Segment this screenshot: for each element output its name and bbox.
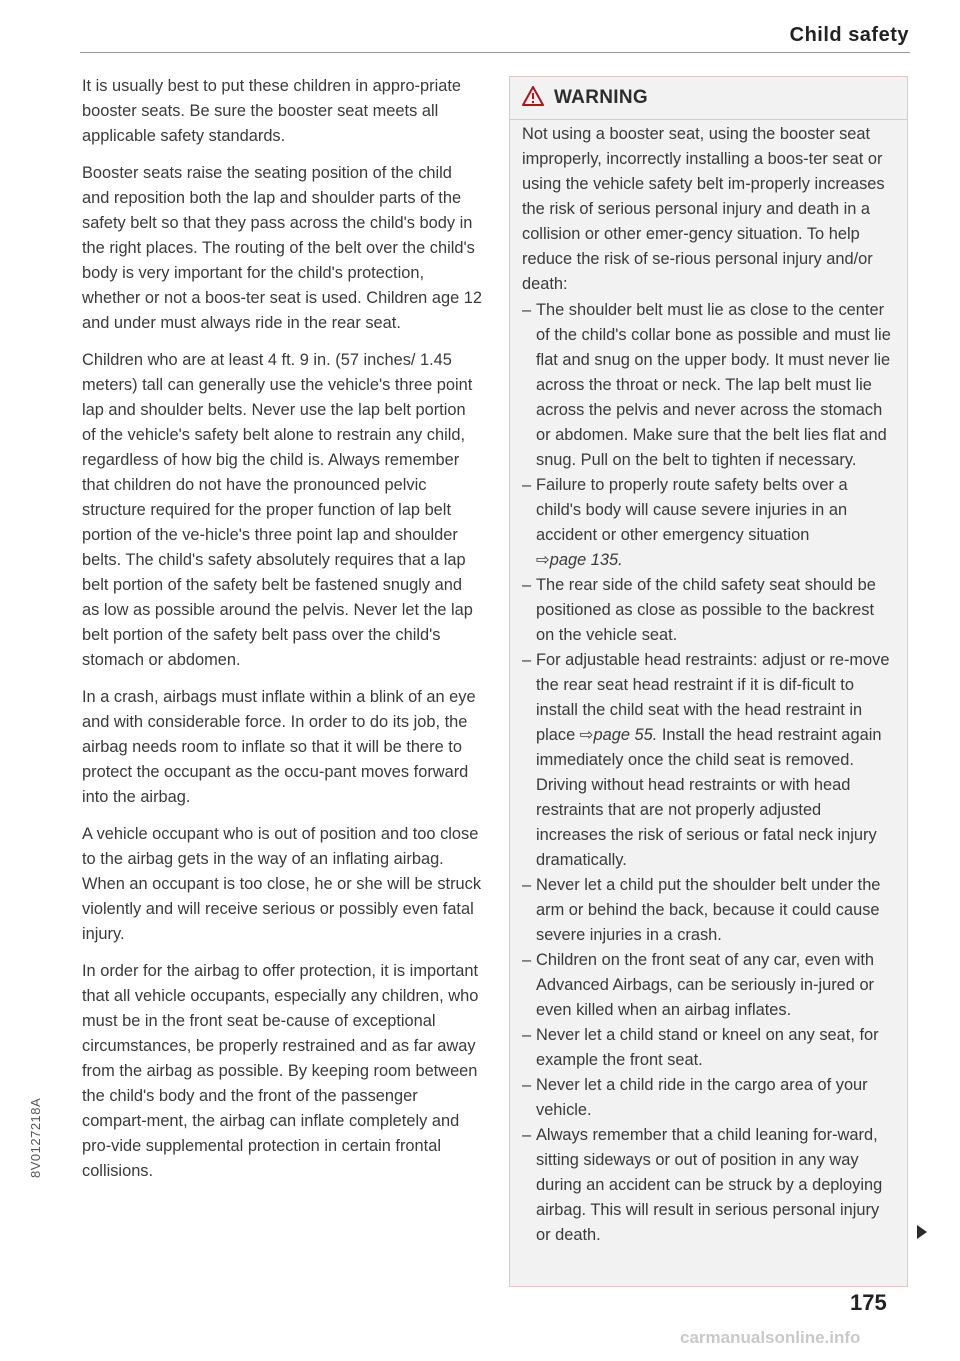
continue-arrow-icon [917, 1225, 927, 1239]
warning-item: – For adjustable head restraints: adjust or re-move the rear seat head restraint if it is dif-ficult to install the child seat with the head restraint in place ⇨page 55. Install the head restraint again immediately once the child seat is removed. Driving without head restraints or with head restraints that are not properly adjusted increases the risk of serious or fatal neck injury dramatically. [522, 648, 893, 873]
warning-item: – The shoulder belt must lie as close to the center of the child's collar bone as possible and must lie flat and snug on the upper body. It must never lie across the throat or neck. The lap belt must lie across the pelvis and never across the stomach or abdomen. Make sure that the belt lies flat and snug. Pull on the belt to tighten if necessary. [522, 298, 893, 473]
warning-item: – Never let a child ride in the cargo area of your vehicle. [522, 1073, 893, 1123]
warning-triangle-icon [522, 86, 544, 111]
page-reference-link[interactable]: ⇨page 135. [536, 551, 623, 569]
body-paragraph: A vehicle occupant who is out of position and too close to the airbag gets in the way of an inflating airbag. When an occupant is too close, he or she will be struck violently and will receive serious or possibly even fatal injury. [82, 825, 482, 943]
dash: – [522, 651, 532, 669]
section-title: Child safety [789, 24, 909, 46]
warning-item: – The rear side of the child safety seat should be positioned as close as possible to the backrest on the vehicle seat. [522, 573, 893, 648]
dash: – [522, 1126, 532, 1144]
dash: – [522, 951, 532, 969]
dash: – [522, 1026, 532, 1044]
body-paragraph: Children who are at least 4 ft. 9 in. (57 inches/ 1.45 meters) tall can generally use the vehicle's three point lap and shoulder belts. Never use the lap belt portion of the vehicle's safety belt alone to restrain any child, regardless of how big the child is. Always remember that children do not have the pronounced pelvic structure required for the proper function of lap belt portion of the ve-hicle's three point lap and shoulder belts. The child's safety absolutely requires that a lap belt portion of the safety belt be fastened snugly and as low as possible around the pelvis. Never let the lap belt portion of the safety belt pass over the child's stomach or abdomen. [82, 351, 473, 669]
page-number: 175 [850, 1290, 887, 1315]
dash: – [522, 576, 532, 594]
warning-list [522, 298, 893, 1248]
warning-box [509, 76, 908, 1287]
warning-header [510, 77, 907, 120]
dash: – [522, 876, 532, 894]
watermark: carmanualsonline.info [680, 1328, 861, 1347]
warning-intro: Not using a booster seat, using the booster seat improperly, incorrectly installing a boos-ter seat or using the vehicle safety belt im-properly increases the risk of serious personal injury and death in a collision or other emer-gency situation. To help reduce the risk of se-rious personal injury and/or death: [522, 125, 885, 293]
warning-title: WARNING [554, 87, 648, 108]
warning-item: – Children on the front seat of any car, even with Advanced Airbags, can be seriously in-jured or even killed when an airbag inflates. [522, 948, 893, 1023]
body-paragraph: In a crash, airbags must inflate within a blink of an eye and with considerable force. In order to do its job, the airbag needs room to inflate so that it will be there to protect the occupant as the occu-pant moves forward into the airbag. [82, 688, 476, 806]
body-paragraph: It is usually best to put these children in appro-priate booster seats. Be sure the booster seat meets all applicable safety standards. [82, 77, 462, 145]
body-paragraph: In order for the airbag to offer protection, it is important that all vehicle occupants, especially any children, who must be in the front seat be-cause of exceptional circumstances, be properly restrained and as far away from the airbag as possible. By keeping room between the child's body and the front of the passenger compart-ment, the airbag can inflate completely and pro-vide supplemental protection in certain frontal collisions. [82, 962, 479, 1180]
warning-item: – Never let a child stand or kneel on any seat, for example the front seat. [522, 1023, 893, 1073]
body-paragraph: Booster seats raise the seating position of the child and reposition both the lap and shoulder parts of the safety belt so that they pass across the child's body in the right places. The routing of the belt over the child's body is very important for the child's protection, whether or not a boos-ter seat is used. Children age 12 and under must always ride in the rear seat. [82, 164, 482, 332]
warning-item: – Failure to properly route safety belts over a child's body will cause severe injuries in an accident or other emergency situation ⇨page 135. [522, 473, 893, 573]
warning-item: – Always remember that a child leaning for-ward, sitting sideways or out of position in any way during an accident can be struck by a deploying airbag. This will result in serious personal injury or death. [522, 1123, 893, 1248]
header-rule [80, 52, 910, 53]
warning-body [510, 120, 907, 1248]
dash: – [522, 1076, 532, 1094]
dash: – [522, 301, 532, 319]
left-column [82, 74, 482, 1196]
warning-item: – Never let a child put the shoulder belt under the arm or behind the back, because it could cause severe injuries in a crash. [522, 873, 893, 948]
side-document-code: 8V0127218A [28, 1097, 43, 1178]
dash: – [522, 476, 532, 494]
page-reference-link[interactable]: ⇨page 55. [579, 726, 658, 744]
